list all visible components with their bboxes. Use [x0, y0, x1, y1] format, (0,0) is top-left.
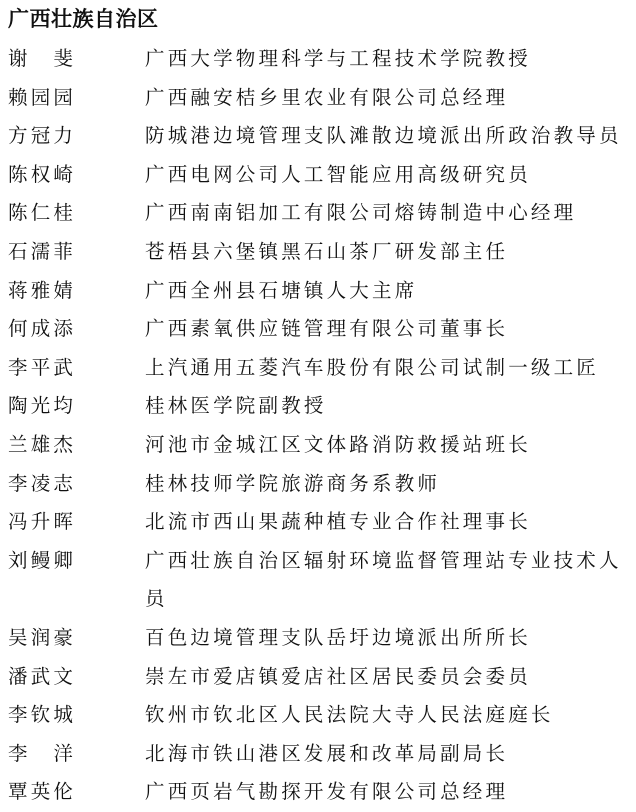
- list-item: [8, 735, 636, 774]
- person-name: 李平武: [8, 355, 77, 379]
- person-title: 防城港边境管理支队滩散边境派出所政治教导员: [145, 124, 622, 148]
- person-name: 潘武文: [8, 664, 77, 688]
- person-title: 广西素氧供应链管理有限公司董事长: [145, 317, 509, 341]
- person-title: 桂林技师学院旅游商务系教师: [145, 471, 441, 495]
- person-name: 冯升晖: [8, 510, 77, 534]
- list-item: [8, 156, 636, 195]
- list-item: [8, 272, 636, 311]
- list-item: [8, 696, 636, 735]
- list-item: [8, 465, 636, 504]
- person-name: 李 洋: [8, 741, 77, 765]
- list-item: [8, 387, 636, 426]
- person-title: 广西南南铝加工有限公司熔铸制造中心经理: [145, 201, 577, 225]
- person-name: 李钦城: [8, 703, 77, 727]
- person-title: 桂林医学院副教授: [145, 394, 327, 418]
- person-title: 广西壮族自治区辐射环境监督管理站专业技术人员: [145, 548, 622, 611]
- person-title: 广西大学物理科学与工程技术学院教授: [145, 47, 531, 70]
- person-title: 广西页岩气勘探开发有限公司总经理: [145, 780, 509, 804]
- person-name: 覃英伦: [8, 780, 77, 804]
- list-item: [8, 79, 636, 118]
- person-title: 钦州市钦北区人民法院大寺人民法庭庭长: [145, 703, 554, 727]
- person-name: 陈仁桂: [8, 201, 77, 225]
- person-title: 广西全州县石塘镇人大主席: [145, 278, 418, 302]
- person-name: 陶光均: [8, 394, 77, 418]
- person-name: 何成添: [8, 317, 77, 341]
- list-item: [8, 349, 636, 388]
- person-title: 广西融安桔乡里农业有限公司总经理: [145, 85, 509, 109]
- person-name: 吴润豪: [8, 625, 77, 649]
- person-name: 谢 斐: [8, 47, 77, 70]
- person-name: 赖园园: [8, 85, 77, 109]
- person-name: 陈权崎: [8, 162, 77, 186]
- person-title: 河池市金城江区文体路消防救援站班长: [145, 432, 531, 456]
- list-item: [8, 233, 636, 272]
- person-title: 百色边境管理支队岳圩边境派出所所长: [145, 625, 531, 649]
- list-item: [8, 773, 636, 812]
- list-item: [8, 117, 636, 156]
- list-item: [8, 40, 636, 79]
- list-item: [8, 194, 636, 233]
- list-item: [8, 542, 636, 619]
- person-title: 上汽通用五菱汽车股份有限公司试制一级工匠: [145, 355, 600, 379]
- list-item: [8, 658, 636, 697]
- list-item: [8, 426, 636, 465]
- person-name: 兰雄杰: [8, 432, 77, 456]
- list-item: [8, 619, 636, 658]
- region-title: 广西壮族自治区: [8, 7, 159, 31]
- list-item: [8, 503, 636, 542]
- person-name: 刘鳗卿: [8, 548, 77, 572]
- person-title: 崇左市爱店镇爱店社区居民委员会委员: [145, 664, 531, 688]
- person-title: 北海市铁山港区发展和改革局副局长: [145, 741, 509, 765]
- list-item: [8, 310, 636, 349]
- person-name: 蒋雅婧: [8, 278, 77, 302]
- person-name: 方冠力: [8, 124, 77, 148]
- people-list: [8, 40, 636, 812]
- person-title: 苍梧县六堡镇黑石山茶厂研发部主任: [145, 239, 509, 263]
- person-name: 李凌志: [8, 471, 77, 495]
- person-title: 北流市西山果蔬种植专业合作社理事长: [145, 510, 531, 534]
- person-title: 广西电网公司人工智能应用高级研究员: [145, 162, 531, 186]
- person-name: 石濡菲: [8, 239, 77, 263]
